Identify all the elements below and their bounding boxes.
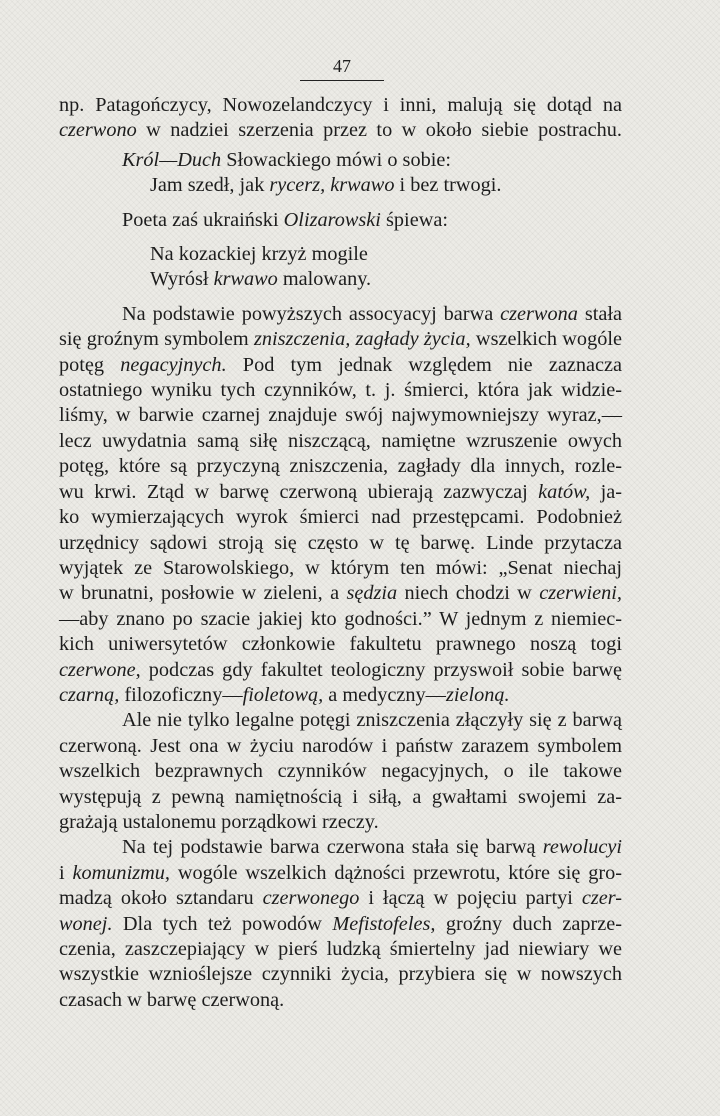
page-number: 47 (333, 56, 351, 76)
text-line (59, 962, 622, 987)
text-run: Na kozackiej krzyż mogile (150, 243, 368, 266)
text-run: grażają ustalonemu porządkowi rzeczy. (59, 810, 379, 833)
italic-run: czerwone, (59, 658, 141, 681)
verse-quote (59, 242, 622, 293)
text-line (59, 302, 622, 327)
body-text (59, 93, 622, 1013)
text-run: wszelkich wogóle (470, 328, 622, 351)
text-run: Słowackiego mówi o sobie: (221, 148, 451, 171)
page-number-rule (300, 80, 384, 81)
text-line (59, 353, 622, 378)
italic-run: fioletową, (242, 683, 324, 706)
text-run: liśmy, w barwie czarnej znajduje swój najwymowniejszy wyraz,— (59, 404, 622, 427)
text-run: Jam szedł, jak (150, 174, 270, 197)
text-run: kich uniwersytetów członkowie fakultetu prawnego noszą togi (59, 633, 622, 656)
italic-run: zniszczenia, zagłady życia, (253, 328, 471, 351)
text-line (59, 658, 622, 683)
paragraph-main (59, 302, 622, 709)
text-run: Wyrósł (150, 268, 214, 291)
text-run: groźny duch zaprze- (435, 912, 623, 935)
verse-line (59, 242, 622, 267)
text-line (59, 208, 622, 233)
text-run: np. Patagończycy, Nowozelandczycy i inni, malują się dotąd na (59, 94, 622, 116)
text-run: w brunatni, posłowie w zieleni, a (59, 582, 347, 605)
italic-run: Król—Duch (122, 148, 222, 171)
text-line (59, 118, 622, 143)
text-run: lecz uwydatnia samą siłę niszczącą, namiętne wzruszenie owych (59, 429, 622, 452)
verse-line (59, 173, 622, 198)
paragraph-krol-duch (59, 148, 622, 199)
text-run: Na podstawie powyższych assocyacyj barwa (122, 302, 501, 325)
italic-run: katów, (538, 480, 591, 503)
text-line (59, 886, 622, 911)
text-run: Pod tym jednak względem nie zaznacza (226, 353, 622, 376)
text-line (59, 531, 622, 556)
text-line (59, 708, 622, 733)
text-run: czasach w barwę czerwoną. (59, 988, 285, 1011)
text-run: w nadziei szerzenia przez to w około siebie postrachu. (136, 119, 622, 142)
text-run: i (59, 861, 73, 884)
text-line (59, 429, 622, 454)
text-run: urzędnicy sądowi stroją się często w tę barwę. Linde przytacza (59, 531, 622, 554)
italic-run: zieloną. (445, 683, 510, 706)
text-line (59, 734, 622, 759)
text-run: i bez trwogi. (394, 174, 502, 197)
text-run: Ale nie tylko legalne potęgi zniszczenia złączyły się z barwą (122, 709, 622, 732)
text-run: ja- (590, 480, 622, 503)
italic-run: krwawo (213, 268, 278, 291)
italic-run: czerwieni, (539, 582, 622, 605)
text-run: Dla tych też powodów (112, 912, 333, 935)
text-run: wu krwi. Ztąd w barwę czerwoną ubierają zazwyczaj (59, 480, 539, 503)
italic-run: czerwona (500, 302, 578, 325)
text-run: a medyczny— (323, 683, 446, 706)
italic-run: czerwonego (262, 887, 360, 910)
italic-run: rewolucyi (542, 836, 622, 859)
italic-run: wonej. (59, 912, 113, 935)
text-line (59, 937, 622, 962)
text-run: potęg (59, 353, 121, 376)
paragraph-revolution (59, 835, 622, 1013)
text-line (59, 403, 622, 428)
italic-run: negacyjnych. (120, 353, 227, 376)
text-line (59, 861, 622, 886)
text-line (59, 785, 622, 810)
text-line (59, 148, 622, 173)
text-line (59, 810, 622, 835)
text-run: ostatniego wyniku tych czynników, t. j. śmierci, która jak widzie- (59, 379, 622, 402)
italic-run: komunizmu, (72, 861, 170, 884)
text-run: potęg, które są przyczyną zniszczenia, zagłady dla innych, rozle- (59, 455, 622, 478)
text-line (59, 683, 622, 708)
italic-run: czarną, (59, 683, 120, 706)
text-run: wszystkie wznioślejsze czynniki życia, przybiera się w nowszych (59, 963, 622, 986)
text-line (59, 607, 622, 632)
text-run: i łączą w pojęciu partyi (359, 887, 582, 910)
verse-line (59, 267, 622, 292)
text-run: malowany. (277, 268, 372, 291)
text-run: —aby znano po szacie jakiej kto godności.” W jednym z niemiec- (59, 607, 622, 630)
text-line (59, 912, 622, 937)
text-run: Na tej podstawie barwa czerwona stała się barwą (122, 836, 543, 859)
text-line (59, 505, 622, 530)
text-run: podczas gdy fakultet teologiczny przyswoił sobie barwę (140, 658, 622, 681)
text-run: niech chodzi w (397, 582, 540, 605)
paragraph-legal-powers (59, 708, 622, 835)
italic-run: czerwono (59, 119, 137, 142)
italic-run: Olizarowski (283, 208, 381, 231)
paragraph-poeta (59, 208, 622, 233)
text-line (59, 835, 622, 860)
text-line (59, 632, 622, 657)
text-line (59, 988, 622, 1013)
text-run: występują z pewną namiętnością i siłą, a gwałtami swojemi za- (59, 785, 622, 808)
text-run: wyjątek ze Starowolskiego, w którym ten mówi: „Senat niechaj (59, 556, 622, 579)
paragraph-opening (59, 93, 622, 144)
text-run: madzą około sztandaru (59, 887, 263, 910)
text-line (59, 556, 622, 581)
text-line (59, 454, 622, 479)
text-run: Poeta zaś ukraiński (122, 208, 284, 231)
italic-run: rycerz, krwawo (269, 174, 395, 197)
text-line (59, 327, 622, 352)
text-run: ko wymierzających wyrok śmierci nad przestępcami. Podobnież (59, 506, 622, 529)
italic-run: czer- (581, 887, 622, 910)
text-line (59, 480, 622, 505)
text-run: śpiewa: (380, 208, 448, 231)
text-run: filozoficzny— (119, 683, 243, 706)
text-run: czenia, zaszczepiający w pierś ludzką śmiertelny jad niewiary we (59, 938, 622, 960)
italic-run: sędzia (346, 582, 398, 605)
text-line (59, 759, 622, 784)
text-run: wszelkich bezprawnych czynników negacyjnych, o ile takowe (59, 760, 622, 783)
text-run: się groźnym symbolem (59, 328, 254, 351)
text-line (59, 378, 622, 403)
text-line (59, 581, 622, 606)
text-run: czerwoną. Jest ona w życiu narodów i państw zarazem symbolem (59, 734, 622, 757)
text-line (59, 93, 622, 118)
text-run: stała (577, 302, 622, 325)
text-run: wogóle wszelkich dążności przewrotu, które się gro- (169, 861, 622, 884)
italic-run: Mefistofeles, (332, 912, 436, 935)
